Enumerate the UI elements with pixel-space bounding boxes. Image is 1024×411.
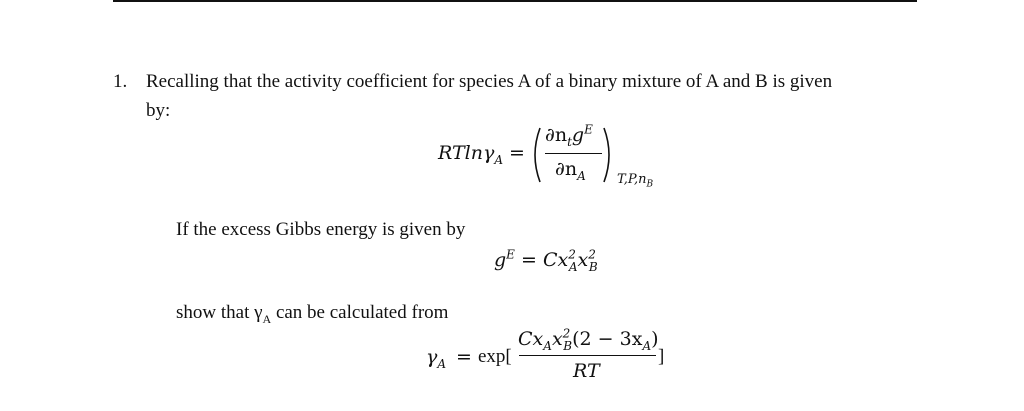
eq3-equals: =: [456, 346, 472, 368]
equation-excess-gibbs: $g^E = Cx^2_Ax^2_B$: [494, 247, 598, 274]
eq3-fraction-bar: [519, 355, 656, 356]
question-intro-line1: Recalling that the activity coefficient for species A of a binary mixture of A and B is given: [146, 71, 833, 92]
top-rule: [113, 0, 917, 2]
eq1-constraint: $T,P,n_B$: [617, 172, 654, 190]
eq3-lhs: $\gamma_A$: [426, 346, 447, 371]
eq1-left-paren: [528, 126, 544, 184]
question-intro-line2: by:: [146, 100, 171, 121]
eq3-exp: exp[: [478, 346, 512, 367]
show-that-text: show that $\gamma_A$ can be calculated from: [176, 302, 449, 326]
excess-gibbs-text: If the excess Gibbs energy is given by: [176, 219, 466, 240]
eq1-numerator: $\partial n_tg^E$: [545, 122, 593, 149]
eq3-close-bracket: ]: [658, 346, 665, 367]
eq1-denominator: $\partial n_A$: [555, 158, 586, 183]
eq3-denominator: RT: [573, 360, 600, 382]
eq1-fraction-bar: [545, 153, 602, 154]
eq1-lhs: RTlnγ$_A$: [438, 142, 503, 167]
eq1-right-paren: [600, 126, 616, 184]
eq1-equals: =: [509, 142, 525, 164]
question-number: 1.: [113, 71, 128, 92]
eq3-numerator: $Cx_Ax^2_B(2 - 3x_A)$: [518, 326, 659, 353]
